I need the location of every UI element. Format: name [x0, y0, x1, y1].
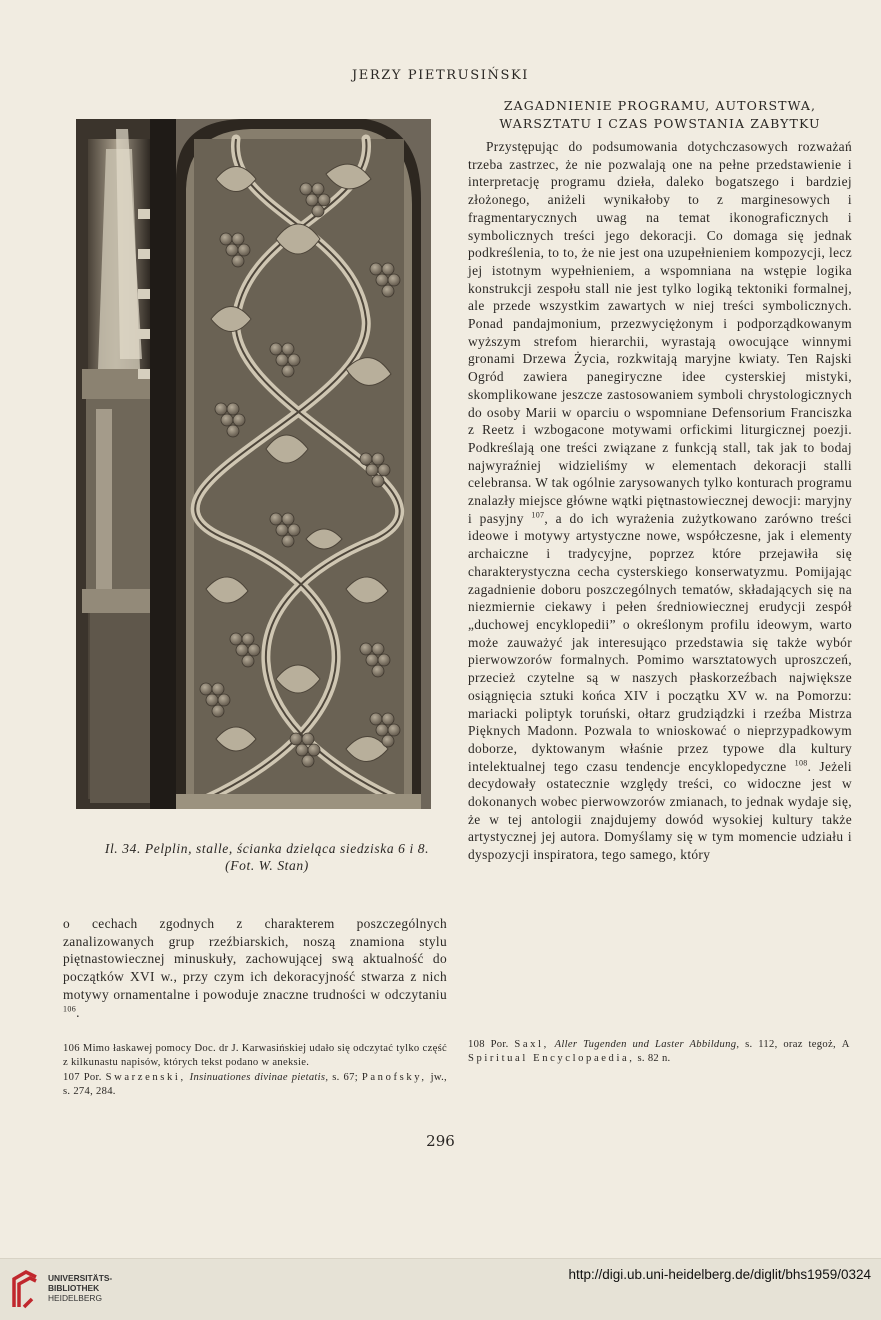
footnote-108	[468, 1038, 852, 1067]
left-paragraph	[63, 915, 447, 1021]
running-head: JERZY PIETRUSIŃSKI	[352, 68, 529, 83]
right-text-run-3: . Jeżeli decydowały ostatecznie względy treści, co widoczne jest w dokonanych wobec pierwowzorów zmianach, to jednak wydaje się, że w tej antologii znajdujemy dowód wysokiej kultury także artystycznej jej autora. Domyślamy się w tym momencie udziału i dyspozycji inspiratora, tego samego, który	[468, 758, 852, 863]
footnote-107-author: Swarzenski,	[105, 1071, 186, 1083]
figure-carved-panel	[76, 119, 431, 809]
left-column-text	[63, 915, 447, 1021]
logo-line-1: UNIVERSITÄTS-	[48, 1273, 113, 1283]
carved-panel-photo	[76, 119, 431, 809]
logo-line-3: HEIDELBERG	[48, 1293, 102, 1303]
page-number: 296	[426, 1132, 455, 1150]
left-text-end: .	[76, 1004, 80, 1020]
footnotes-left	[63, 1042, 447, 1100]
footnote-107-title: Insinuationes divinae pietatis,	[189, 1071, 329, 1083]
footnote-106	[63, 1042, 447, 1071]
footnote-108-number: 108	[468, 1039, 485, 1050]
right-text-run-1: Przystępując do podsumowania dotychczasowych rozważań trzeba zastrzec, że nie pozwalają one na pełne przedstawienie i interpretację programu dzieła, daleko bogatszego i bardziej złożonego, aniżeli wynikałoby to z marginesowych i fragmentarycznych uwag na temat ikonograficznych i symbolicznych treści jego dekoracji. Co domaga się jednak podkreślenia, to to, że nie jest ona uzupełnieniem kompozycji, lecz jej istotnym wypełnieniem, a wspomniana na wstępie logika konstrukcji zespołu stall nie jest tylko logiką tektoniki formalnej, ale przede wszystkim zawartych w niej treści symbolicznych. Ponad pandajmonium, przezwyciężonym i podporządkowanym wyższym strefom hierarchii, wyrastają owocujące winnymi gronami Drzewa Życia, rozkwitają maryjne kwiaty. Ten Rajski Ogród zawiera panegiryczne idee cysterskiej mistyki, skomplikowane jeszcze zastosowaniem symboli chrystologicznych do osoby Marii w oparciu o wspomniane Defensorium Franciszka z Reetz i wzbogacone motywami orfickimi liturgicznej poezji. Podkreślają one treści związane z funkcją stall, tak jak to bodaj najwyraźniej widzieliśmy w elementach dekoracji stalli celebransa. W tak ogólnie zarysowanych tylko konturach programu znalazły miejsce główne wątki piętnastowiecznej dewocji: maryjny i pasyjny	[468, 139, 852, 526]
caption-line-2: (Fot. W. Stan)	[225, 858, 309, 873]
footnote-108-title-2: A Spiritual Encyclopaedia,	[468, 1039, 852, 1065]
footnote-107-loc: s. 67;	[332, 1071, 358, 1083]
footnote-108-pre: Por.	[490, 1039, 509, 1050]
library-logo-text	[48, 1273, 112, 1303]
right-column-text	[468, 97, 852, 864]
caption-line-1: Il. 34. Pelplin, stalle, ścianka dzieląca siedziska 6 i 8.	[104, 841, 430, 856]
footnote-107-pre: Por.	[83, 1071, 102, 1083]
section-title-line-2: WARSZTATU I CZAS POWSTANIA ZABYTKU	[499, 116, 821, 131]
left-text-run: o cechach zgodnych z charakterem poszczególnych zanalizowanych grup rzeźbiarskich, noszą znamiona stylu piętnastowiecznej minuskuły, zachowującej swą aktualność do początków XVI w., przy czym ich dekoracyjność stwarza z nich motywy ornamentalne i powoduje znaczne trudności w odczytaniu	[63, 916, 447, 1002]
footnote-ref-107: 107	[531, 510, 545, 520]
footnote-106-number: 106	[63, 1043, 80, 1054]
footnote-ref-108: 108	[794, 758, 808, 768]
right-text-run-2: , a do ich wyrażenia zużytkowano zarówno treści ideowe i motywy artystyczne nowe, współczesne, jak i elementy archaiczne i tradycyjne, poprzez które przejawiła się charakterystyczna cecha cysterskiego konserwatyzmu. Pomijając zagadnienie doboru poszczególnych tematów, składających się na niezmiernie ciekawy i pełen średniowiecznej erudycji zespół „duchowej encyklopedii” o określonym profilu ideowym, warto może zauważyć jak interesująco przedstawia się także wybór pierwowzorów formalnych. Pomimo warsztatowych uproszczeń, przecież czytelne są w naszych płaskorzeźbach największe osiągnięcia sztuki końca XIV i początku XV w. na Pomorzu: mariacki poliptyk toruński, ołtarz grudziądzki i rzeźba Mistrza Pięknych Madonn. Pozwala to wnioskować o nieprzypadkowym doborze, dyktowanym właśnie przez typowe dla kultury intelektualnej tego czasu tendencje encyklopedyczne	[468, 510, 852, 774]
footnote-ref-106: 106	[63, 1004, 77, 1014]
library-logo[interactable]	[10, 1267, 120, 1311]
logo-line-2: BIBLIOTHEK	[48, 1283, 100, 1293]
footnote-107-author-2: Panofsky,	[361, 1071, 427, 1083]
library-logo-icon	[10, 1269, 40, 1309]
footnote-107-number: 107	[63, 1071, 80, 1083]
permalink-url[interactable]: http://digi.ub.uni-heidelberg.de/diglit/bhs1959/0324	[568, 1267, 871, 1282]
right-paragraph	[468, 138, 852, 864]
footnote-108-end: s. 82 n.	[637, 1053, 671, 1065]
footnote-106-text: Mimo łaskawej pomocy Doc. dr J. Karwasińskiej udało się odczytać tylko część z kilkunastu napisów, których tekst podano w aneksie.	[63, 1043, 447, 1069]
footnote-108-mid: s. 112, oraz tegoż,	[745, 1039, 836, 1050]
footnote-107-end: jw., s. 274, 284.	[63, 1071, 447, 1098]
footnotes-right	[468, 1038, 852, 1067]
section-title	[468, 97, 852, 133]
viewer-footer	[0, 1258, 881, 1320]
footnote-108-author: Saxl,	[514, 1039, 549, 1050]
figure-caption	[82, 840, 452, 874]
footnote-107	[63, 1071, 447, 1100]
footnote-108-title: Aller Tugenden und Laster Abbildung,	[554, 1039, 740, 1050]
section-title-line-1: ZAGADNIENIE PROGRAMU, AUTORSTWA,	[503, 98, 817, 113]
